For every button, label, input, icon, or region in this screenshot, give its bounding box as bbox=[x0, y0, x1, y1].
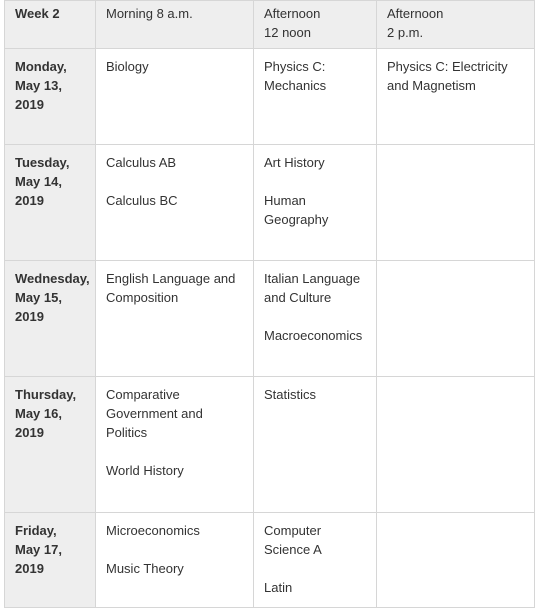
exam-subject: English Language and Composition bbox=[106, 271, 236, 305]
header-afternoon-noon: Afternoon 12 noon bbox=[254, 1, 377, 49]
exam-subject: Macroeconomics bbox=[264, 328, 363, 343]
morning-cell bbox=[96, 261, 254, 377]
header-morning: Morning 8 a.m. bbox=[96, 1, 254, 49]
exam-subject: World History bbox=[106, 463, 184, 478]
morning-cell bbox=[96, 513, 254, 608]
table-row bbox=[5, 49, 535, 145]
pm-cell bbox=[377, 49, 535, 145]
noon-cell bbox=[254, 377, 377, 513]
exam-subject: Music Theory bbox=[106, 561, 184, 576]
exam-subject: Biology bbox=[106, 59, 149, 74]
date-cell: Monday, May 13, 2019 bbox=[5, 49, 96, 145]
exam-subject: Microeconomics bbox=[106, 523, 200, 538]
morning-cell bbox=[96, 49, 254, 145]
exam-subject: Calculus BC bbox=[106, 193, 178, 208]
noon-cell bbox=[254, 261, 377, 377]
header-row bbox=[5, 1, 535, 49]
morning-cell bbox=[96, 145, 254, 261]
header-afternoon-2pm: Afternoon 2 p.m. bbox=[377, 1, 535, 49]
exam-subject: Computer Science A bbox=[264, 523, 322, 557]
table-row bbox=[5, 377, 535, 513]
exam-subject: Statistics bbox=[264, 387, 317, 402]
pm-cell bbox=[377, 261, 535, 377]
noon-cell bbox=[254, 513, 377, 608]
pm-cell bbox=[377, 513, 535, 608]
table-row bbox=[5, 145, 535, 261]
exam-schedule-table bbox=[4, 0, 535, 608]
pm-cell bbox=[377, 377, 535, 513]
exam-subject: Italian Language and Culture bbox=[264, 271, 361, 305]
exam-subject: Physics C: Mechanics bbox=[264, 59, 327, 93]
noon-cell bbox=[254, 49, 377, 145]
date-cell: Tuesday, May 14, 2019 bbox=[5, 145, 96, 261]
exam-subject: Comparative Government and Politics bbox=[106, 387, 203, 440]
date-cell: Friday, May 17, 2019 bbox=[5, 513, 96, 608]
pm-cell bbox=[377, 145, 535, 261]
exam-subject: Art History bbox=[264, 155, 325, 170]
date-cell: Wednesday, May 15, 2019 bbox=[5, 261, 96, 377]
exam-subject: Latin bbox=[264, 580, 293, 595]
exam-subject: Human Geography bbox=[264, 193, 329, 227]
header-week: Week 2 bbox=[5, 1, 96, 49]
table-row bbox=[5, 513, 535, 608]
date-cell: Thursday, May 16, 2019 bbox=[5, 377, 96, 513]
morning-cell bbox=[96, 377, 254, 513]
noon-cell bbox=[254, 145, 377, 261]
exam-subject: Physics C: Electricity and Magnetism bbox=[387, 59, 508, 93]
exam-subject: Calculus AB bbox=[106, 155, 177, 170]
table-row bbox=[5, 261, 535, 377]
